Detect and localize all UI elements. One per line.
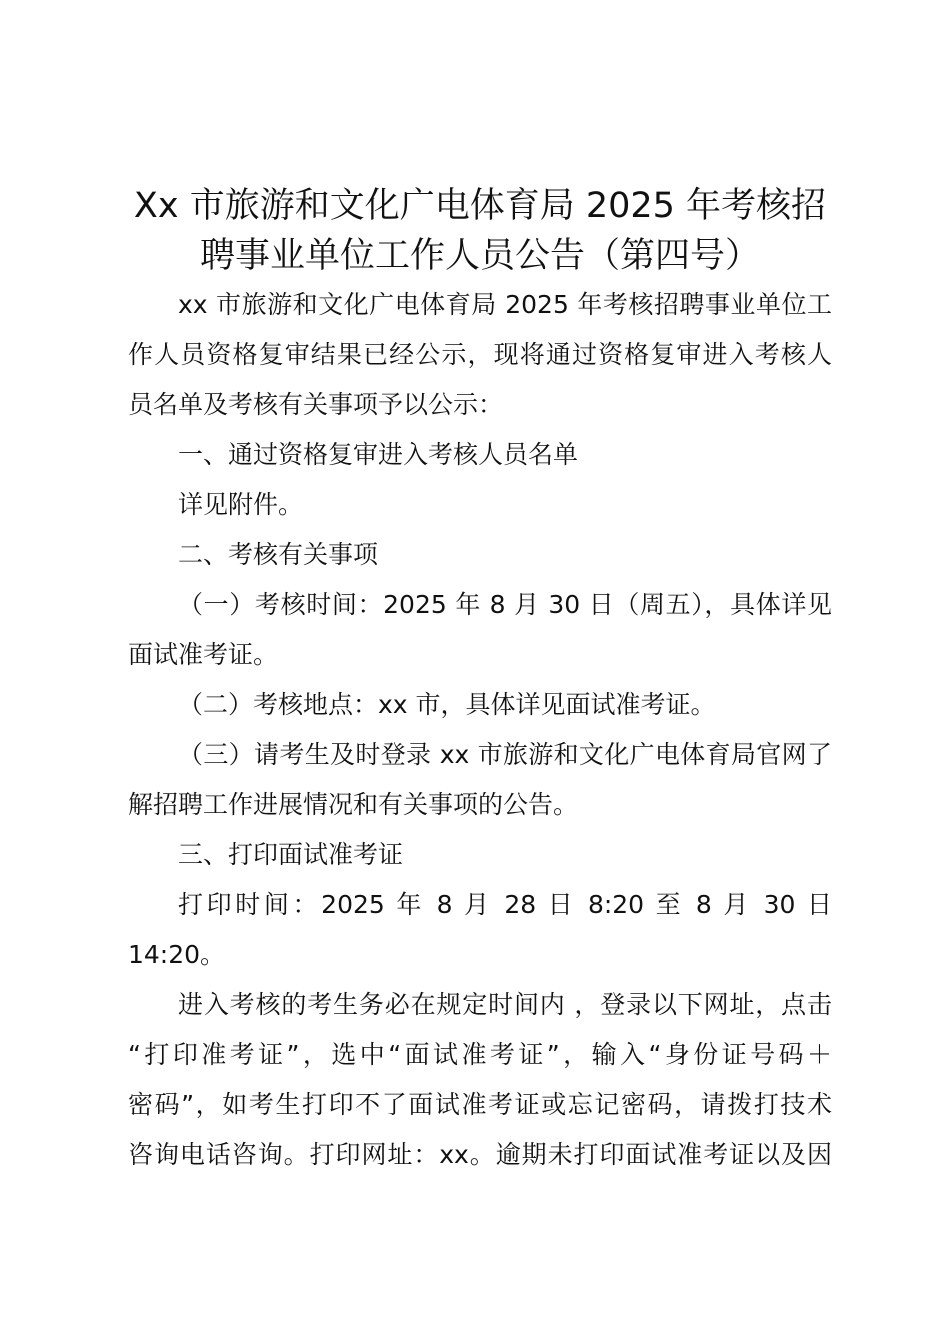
document-title-line-2: 聘事业单位工作人员公告（第四号）: [199, 236, 760, 276]
section2-heading: 二、考核有关事项: [178, 540, 379, 569]
intro-line-1: xx 市旅游和文化广电体育局 2025 年考核招聘事业单位工: [178, 290, 832, 319]
instructions-line-3: 密码”，如考生打印不了面试准考证或忘记密码，请拨打技术: [128, 1090, 832, 1119]
instructions-line-4: 咨询电话咨询。打印网址：xx。逾期未打印面试准考证以及因: [128, 1140, 832, 1169]
intro-line-2: 作人员资格复审结果已经公示，现将通过资格复审进入考核人: [128, 340, 832, 369]
instructions-line-2: “打印准考证”，选中“面试准考证”，输入“身份证号码＋: [128, 1040, 832, 1069]
print-time-line-1: 打印时间：2025 年 8 月 28 日 8:20 至 8 月 30 日: [178, 890, 832, 919]
instructions-line-1: 进入考核的考生务必在规定时间内 ，登录以下网址，点击: [178, 990, 832, 1019]
document-title-line-1: Xx 市旅游和文化广电体育局 2025 年考核招: [133, 186, 827, 226]
item1-line-1: （一）考核时间：2025 年 8 月 30 日（周五），具体详见: [178, 590, 832, 619]
item3-line-1: （三）请考生及时登录 xx 市旅游和文化广电体育局官网了: [178, 740, 832, 769]
intro-line-3: 员名单及考核有关事项予以公示：: [128, 390, 504, 419]
section3-heading: 三、打印面试准考证: [178, 840, 404, 869]
print-time-line-2: 14:20。: [128, 940, 226, 969]
section1-heading: 一、通过资格复审进入考核人员名单: [178, 440, 579, 469]
section1-body: 详见附件。: [178, 490, 304, 519]
item1-line-2: 面试准考证。: [128, 640, 279, 669]
item2-line: （二）考核地点：xx 市，具体详见面试准考证。: [178, 690, 716, 719]
item3-line-2: 解招聘工作进展情况和有关事项的公告。: [128, 790, 579, 819]
